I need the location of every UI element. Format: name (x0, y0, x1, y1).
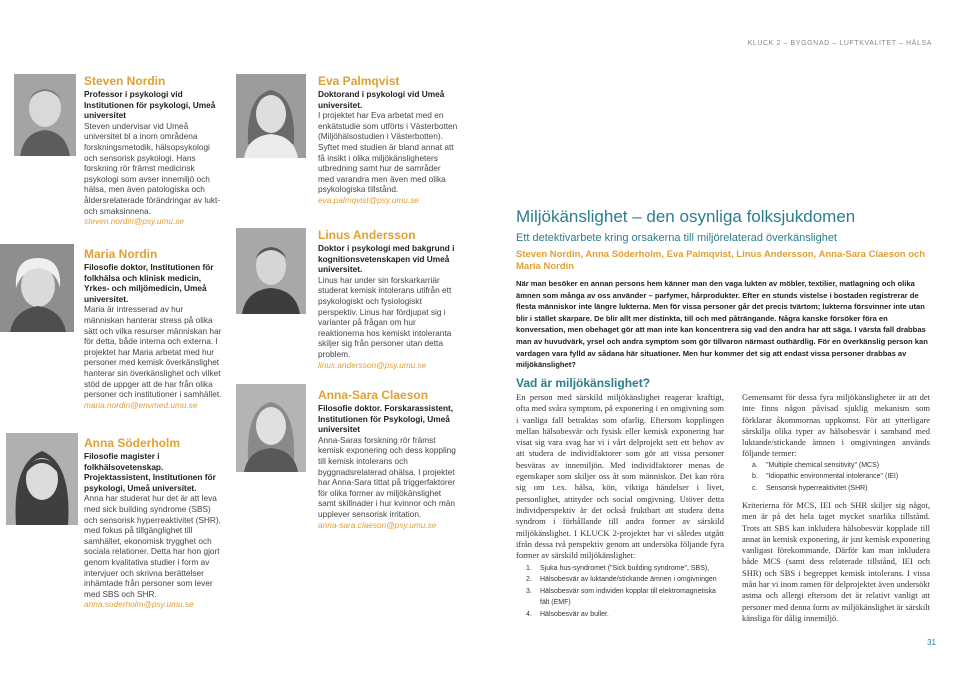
portrait-maria-nordin (0, 244, 74, 332)
body-column-1 (516, 392, 724, 561)
running-head: KLUCK 2 – BYGGNAD – LUFTKVALITET – HÄLSA (747, 40, 932, 47)
page-number: 31 (927, 638, 936, 647)
person-name: Maria Nordin (84, 247, 158, 261)
body-text: Gemensamt för dessa fyra miljökänsligheter är att det inte finns någon påvisad sjuklig mekanism som förklarar åkommornas uppkomst. För att ytterligare särskilja olika typer av hälsobesvär i samband med luktande/stickande ämnen i omgivningen används följande termer: (742, 392, 930, 459)
bio-steven-nordin (84, 74, 224, 227)
person-title: Filosofie magister i folkhälsovetenskap. Projektassistent, Institutionen för psykologi, Umeå universitet. (84, 451, 216, 493)
portrait-anna-soderholm (6, 433, 78, 525)
person-name: Anna-Sara Claeson (318, 388, 429, 402)
bio-linus-andersson (318, 228, 458, 370)
person-title: Professor i psykologi vid Institutionen för psykologi, Umeå universitet (84, 89, 216, 121)
bio-maria-nordin (84, 247, 224, 410)
person-email[interactable]: steven.nordin@psy.umu.se (84, 216, 185, 227)
list-item: 3. Hälsobesvär som individen kopplar till elektromagnetiska fält (EMF) (526, 587, 716, 607)
list-item: c. Sensorisk hyperreaktivitet (SHR) (752, 484, 868, 492)
person-description: Anna-Saras forskning rör främst kemisk exponering och dess koppling till kemisk intolerans och byggnadsrelaterad ohälsa. I projektet har Anna-Sara tittat på triggerfaktorer för olika former av miljökänslighet samt skillnader i hur kvinnor och män upplever sensorisk irritation. (318, 434, 456, 519)
person-email[interactable]: anna-sara.claeson@psy.umu.se (318, 519, 437, 530)
person-name: Linus Andersson (318, 228, 416, 242)
list-item: 4. Hälsobesvär av buller. (526, 610, 609, 618)
list-item: 2. Hälsobesvär av luktande/stickande ämnen i omgivningen (526, 576, 717, 584)
bio-anna-sara-claeson (318, 388, 458, 530)
person-title: Filosofie doktor, Institutionen för folkhälsa och klinisk medicin, Yrkes- och miljömedicin, Umeå universitet. (84, 262, 214, 304)
lettered-list (752, 460, 932, 494)
section-heading: Vad är miljökänslighet? (516, 376, 651, 390)
person-email[interactable]: maria.nordin@envmed.umu.se (84, 399, 198, 410)
person-description: Maria är intresserad av hur människan hanterar stress på olika sätt och vilka resurser människan har för detta, både interna och externa. I projektet har Maria arbetat med hur personer med kemisk överkänslighet hanterar sin överkänslighet och vilket stöd de uppger att de har från olika personer och institutioner i samhället. (84, 304, 222, 400)
portrait-linus-andersson (236, 228, 306, 314)
person-name: Eva Palmqvist (318, 74, 400, 88)
list-item: 1. Sjuka hus-syndromet ("Sick building syndrome", SBS), (526, 565, 710, 572)
bio-eva-palmqvist (318, 74, 458, 206)
person-description: Linus har under sin forskarkarriär studerat kemisk intolerans utifrån ett psykologiskt och fysiologiskt perspektiv. Linus har fördjupat sig i varianter på frågan om hur reaktionerna hos kemiskt intoleranta skiljer sig från personer utan detta problem. (318, 274, 452, 359)
body-column-2b (742, 500, 930, 624)
person-email[interactable]: eva.palmqvist@psy.umu.se (318, 194, 419, 205)
person-description: Steven undervisar vid Umeå universitet bl a inom områdena forskningsmetodik, hälsopsykologi och sensorisk psykologi. Hans forskning rör främst medicinsk psykologi som avser innemiljö och hälsa, men även patologiska och åldersrelaterade förändringar av lukt- och smaksinnena. (84, 120, 221, 216)
portrait-anna-sara-claeson (236, 384, 306, 472)
person-email[interactable]: anna.soderholm@psy.umu.se (84, 599, 194, 610)
person-email[interactable]: linus.andersson@psy.umu.se (318, 359, 427, 370)
article-intro: När man besöker en annan persons hem känner man den vaga lukten av möbler, textilier, matlagning och olika ämnen som många av oss använder – parfymer, hårprodukter. Efter en stunds vistelse i bostaden registrerar de flesta människor inte längre lukterna. Men för vissa personer går det precis tvärtom; lukterna försvinner inte utan blir i stället skarpare. De blir allt mer distinkta, till och med påträngande. Några kanske försöker föra en konversation, men obehaget gör att man inte kan koncentrera sig vad den andra har att säga. I värsta fall drabbas man av huvudvärk, yrsel och andra symptom som gör tillvaron närmast outhärdlig. För en överkänslig person kan vardagen vara fylld av sådana här situationer. Men hur kommer det sig att endast vissa personer drabbas av miljökänslighet? (516, 279, 928, 370)
person-name: Steven Nordin (84, 74, 166, 88)
numbered-list (526, 563, 726, 620)
list-item: a. "Multiple chemical sensitivity" (MCS) (752, 462, 880, 469)
person-description: I projektet har Eva arbetat med en enkätstudie som utförts i Västerbotten (Miljöhälsostudien i Västerbotten). Syftet med studien är bland annat att få insikt i olika miljökänsligheters utbredning samt hur de samråder med varandra men även med olika psykologiska tillstånd. (318, 110, 458, 195)
body-column-2a (742, 392, 930, 460)
article-authors: Steven Nordin, Anna Söderholm, Eva Palmqvist, Linus Andersson, Anna-Sara Claeson och Maria Nordin (516, 249, 926, 272)
bio-anna-soderholm (84, 436, 224, 610)
article-title: Miljökänslighet – den osynliga folksjukdomen (516, 207, 856, 226)
article-subtitle: Ett detektivarbete kring orsakerna till miljörelaterad överkänslighet (516, 232, 837, 244)
person-title: Doktorand i psykologi vid Umeå universitet. (318, 89, 445, 110)
person-title: Doktor i psykologi med bakgrund i kognitionsvetenskapen vid Umeå universitet. (318, 243, 455, 275)
person-title: Filosofie doktor. Forskarassistent, Institutionen för Psykologi, Umeå universitet (318, 403, 454, 435)
body-text: Kriterierna för MCS, IEI och SHR skiljer sig något, men är på det hela taget mycket snarlika tillstånd. Trots att SBS kan inkludera hälsobesvär kopplade till annat än kemisk exponering, är just kemisk exponering vanligast förekommande. Därför kan man inkludera både MCS (samt dess relaterade tillstånd, IEI och SHR) och SBS i begreppet kemisk intolerans. I vissa mån har vi inom ramen för delprojektet även undersökt astma och allergi eftersom det är relativt vanligt att personer med denna form av miljökänslighet är särskilt känsliga för dålig innemiljö. (742, 500, 930, 623)
portrait-steven-nordin (14, 74, 76, 156)
person-name: Anna Söderholm (84, 436, 181, 450)
list-item: b. "Idiopathic environmental intolerance" (IEI) (752, 473, 899, 481)
portrait-eva-palmqvist (236, 74, 306, 158)
person-description: Anna har studerat hur det är att leva med sick building syndrome (SBS) och sensorisk hyperreaktivitet (SHR), med fokus på tillgänglighet till samhället, ekonomisk trygghet och sociala relationer. Detta har hon gjort genom kvalitativa studier i form av intervjuer och skrivna berättelser inhämtade från personer som lever med SBS och SHR. (84, 493, 221, 599)
body-text: En person med särskild miljökänslighet reagerar kraftigt, ofta med svåra symptom, på exponering i en omgivning som i vanliga fall betraktas som ofarlig. Eftersom kopplingen mellan hälsobesvär och fysisk eller kemisk exponering har visat sig vara svag har vi i vårt delprojekt sett ett behov av att studera de individfaktorer som gör att vissa personer besväras av innemiljön. Med individfaktorer menas de egenskaper som skiljer oss åt som människor. Det kan röra sig om t.ex. hälsa, kön, viktiga händelser i livet, personlighet, attityder och social omgivning. Utöver detta individperspektiv är det också fruktbart att studera detta syndrom i förhållande till andra former av särskild miljökänslighet. I KLUCK 2-projektet har vi således utgått ifrån dessa två perspektiv genom att undersöka följande fyra former av särskild miljökänslighet: (516, 392, 724, 561)
